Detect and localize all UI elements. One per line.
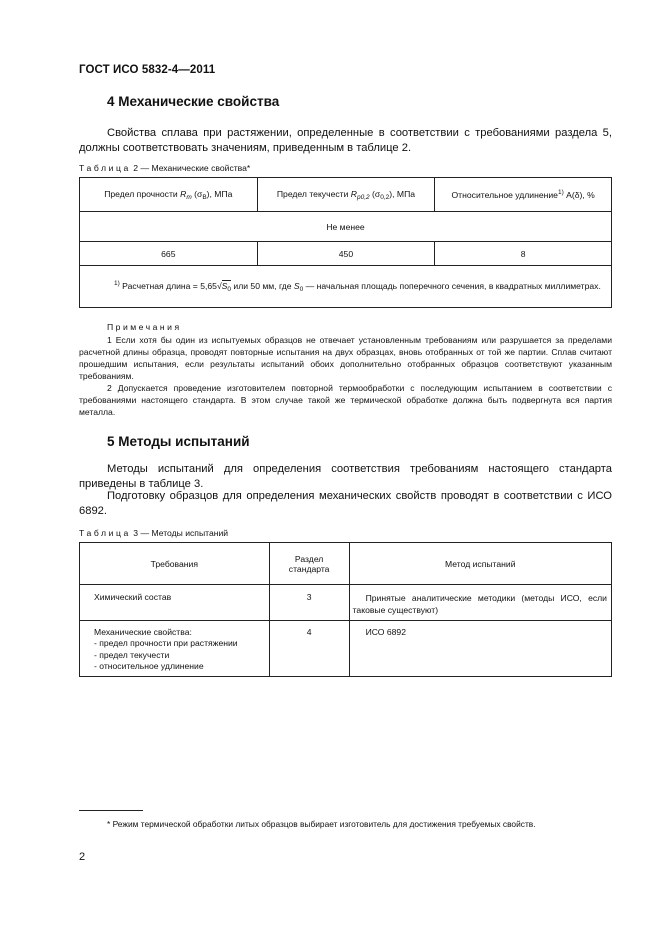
table-3-requirement: Химический состав <box>80 585 270 621</box>
table-3-header-section: Раздел стандарта <box>269 543 349 585</box>
section-4-paragraph: Свойства сплава при растяжении, определенные в соответствии с требованиями раздела 5, должны соответствовать значениям, приведенным в таблице 2. <box>79 127 612 154</box>
table-2-caption-label: Таблица <box>79 163 131 173</box>
table-3-method: Принятые аналитические методики (методы ИСО, если таковые существуют) <box>349 585 611 621</box>
table-3-sub-item: - относительное удлинение <box>94 660 204 671</box>
page-number: 2 <box>79 851 86 863</box>
section-5-heading: 5 Методы испытаний <box>107 434 250 449</box>
table-2-value-yield: 450 <box>257 242 435 266</box>
table-2-values-row <box>80 242 612 266</box>
table-2-header-elongation: Относительное удлинение$^{1)}$ A(δ), % <box>435 178 612 212</box>
table-3-caption <box>79 528 228 538</box>
table-3-caption-text: 3 — Методы испытаний <box>133 528 229 538</box>
table-3 <box>79 542 612 677</box>
table-3-header-method: Метод испытаний <box>349 543 611 585</box>
table-2-caption-text: 2 — Механические свойства* <box>133 163 251 173</box>
table-row <box>80 621 612 677</box>
table-3-caption-label: Таблица <box>79 528 131 538</box>
note-1: 1 Если хотя бы один из испытуемых образцов не отвечает установленным требованиям или разрушается за пределами расчетной длины образца, проводят повторные испытания на двух образцах, вновь отобранных от той же партии. Сплав считают прошедшим испытания, если результаты испытаний обоих дополнительно отобранных образцов соответствуют указанным требованиям. <box>79 335 612 381</box>
table-2 <box>79 177 612 308</box>
table-2-header-strength: Предел прочности $R_m$ $(\sigma_B)$, МПа <box>80 178 258 212</box>
table-3-sub-item: - предел текучести <box>94 649 170 660</box>
footnote-divider <box>79 810 143 811</box>
table-3-header-row <box>80 543 612 585</box>
notes-title: Примечания <box>107 322 182 332</box>
table-2-value-elongation: 8 <box>435 242 612 266</box>
table-2-min-row <box>80 212 612 242</box>
section-5-paragraph-2: Подготовку образцов для определения механических свойств проводят в соответствии с ИСО 6892. <box>79 490 612 517</box>
table-2-header-row <box>80 178 612 212</box>
note-2: 2 Допускается проведение изготовителем повторной термообработки с последующим испытанием в соответствии с требованиями настоящего стандарта. В этом случае такой же термической обработке должна быть подвергнута вся партия металла. <box>79 383 612 417</box>
footnote: * Режим термической обработки литых образцов выбирает изготовитель для достижения требуемых свойств. <box>107 819 536 829</box>
table-3-sub-item: - предел прочности при растяжении <box>94 638 238 649</box>
table-2-header-yield: Предел текучести $R_{p0,2}$ $(\sigma_{0,2})$, МПа <box>257 178 435 212</box>
section-5-paragraph-1: Методы испытаний для определения соответствия требованиям настоящего стандарта приведены в таблице 3. <box>79 463 612 490</box>
standard-id: ГОСТ ИСО 5832-4—2011 <box>79 64 216 76</box>
table-3-method: ИСО 6892 <box>349 621 611 677</box>
section-4-heading: 4 Механические свойства <box>107 94 280 109</box>
table-2-caption <box>79 163 250 173</box>
table-3-requirement: Механические свойства: <box>94 627 192 637</box>
table-3-header-requirements: Требования <box>80 543 270 585</box>
table-3-requirement-mechanical <box>80 621 270 677</box>
table-3-section: 4 <box>269 621 349 677</box>
table-3-section: 3 <box>269 585 349 621</box>
table-2-value-strength: 665 <box>80 242 258 266</box>
table-2-footnote-row <box>80 266 612 308</box>
table-2-min-label: Не менее <box>80 212 612 242</box>
table-row <box>80 585 612 621</box>
table-2-footnote: $^{1)}$ Расчетная длина = $5,65√S_0$ или 50 мм, где $S_0$ — начальная площадь поперечного сечения, в квадратных миллиметрах. <box>80 266 612 308</box>
